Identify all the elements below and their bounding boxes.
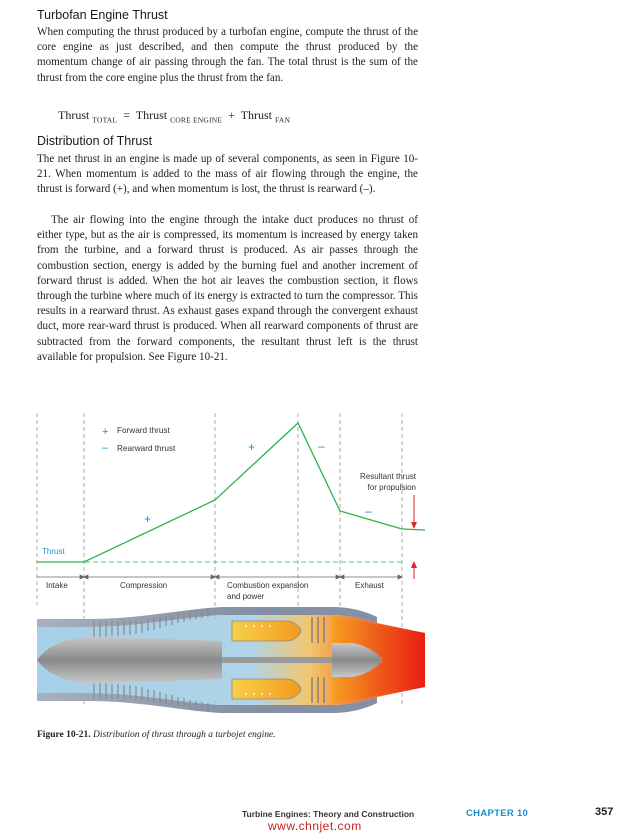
section-label-combustion-2: and power bbox=[227, 592, 265, 601]
sign-exhaust: – bbox=[365, 504, 372, 518]
watermark: www.chnjet.com bbox=[268, 819, 362, 833]
section-label-combustion-1: Combustion expansion bbox=[227, 581, 309, 590]
resultant-arrow-up bbox=[411, 561, 417, 579]
section-label-compression: Compression bbox=[120, 581, 168, 590]
paragraph-turbofan: When computing the thrust produced by a turbofan engine, compute the thrust of the core engine as just described, and then compute the thrust produced by the momentum change of air passing through the fan. The total thrust is the sum of the thrust from the core engine plus the thrust from the fan. bbox=[37, 26, 418, 84]
sign-combustion: + bbox=[248, 440, 256, 454]
turbojet-engine-illustration bbox=[37, 607, 425, 713]
thrust-formula bbox=[58, 108, 290, 124]
thrust-curve bbox=[37, 423, 425, 562]
formula-lhs: Thrust bbox=[58, 108, 90, 122]
sign-turbine: – bbox=[318, 439, 325, 453]
page-number: 357 bbox=[595, 806, 614, 818]
formula-lhs-sub: TOTAL bbox=[92, 115, 118, 125]
formula-plus: + bbox=[228, 108, 235, 122]
section-heading-turbofan: Turbofan Engine Thrust bbox=[37, 8, 168, 22]
sign-compression: + bbox=[144, 512, 152, 526]
section-label-intake: Intake bbox=[46, 581, 68, 590]
caption-text: Distribution of thrust through a turbojet engine. bbox=[93, 730, 276, 740]
formula-term1-sub: CORE ENGINE bbox=[170, 115, 223, 125]
thrust-axis-label: Thrust bbox=[42, 547, 65, 556]
paragraph-distribution-2: The air flowing into the engine through the intake duct produces no thrust of either type, but as the air is compressed, its momentum is increased by energy taken from the turbine, and a forward thrust is produced. As air passes through the combustion section, energy is added by the burning fuel and another increment of forward thrust is added. When the hot air leaves the combustion section, it flows through the turbine where much of its energy is extracted to turn the compressor. This results in a rearward thrust. As exhaust gases expand through the convergent exhaust duct, more rear-ward thrust is produced. When all rearward components of thrust are subtracted from the forward components, the resultant thrust left is the thrust available for propulsion. See Figure 10-21. bbox=[37, 214, 418, 363]
footer-book-title: Turbine Engines: Theory and Construction bbox=[242, 809, 415, 819]
legend-rearward-symbol: – bbox=[102, 442, 109, 454]
formula-term2: Thrust bbox=[240, 108, 273, 122]
legend bbox=[102, 426, 176, 454]
resultant-arrow-down bbox=[411, 495, 417, 529]
resultant-label-line2: for propulsion bbox=[367, 483, 416, 492]
formula-term2-sub: FAN bbox=[275, 115, 291, 125]
legend-forward-symbol: + bbox=[102, 426, 109, 438]
section-label-exhaust: Exhaust bbox=[355, 581, 384, 590]
caption-number: Figure 10-21. bbox=[37, 730, 91, 740]
resultant-label-line1: Resultant thrust bbox=[359, 472, 416, 481]
section-heading-distribution: Distribution of Thrust bbox=[37, 134, 153, 148]
thrust-distribution-figure bbox=[32, 405, 428, 725]
paragraph-distribution-1: The net thrust in an engine is made up of several components, as seen in Figure 10-21. When momentum is added to the mass of air flowing through the engine, the thrust is forward (+), and when momentum is lost, the thrust is rearward (–). bbox=[37, 153, 418, 196]
legend-forward-label: Forward thrust bbox=[117, 426, 170, 435]
formula-term1: Thrust bbox=[135, 108, 168, 122]
formula-equals: = bbox=[123, 108, 130, 122]
legend-rearward-label: Rearward thrust bbox=[117, 444, 176, 453]
figure-caption bbox=[37, 730, 276, 740]
section-dimension-line bbox=[37, 575, 402, 579]
footer-chapter: CHAPTER 10 bbox=[466, 808, 529, 819]
